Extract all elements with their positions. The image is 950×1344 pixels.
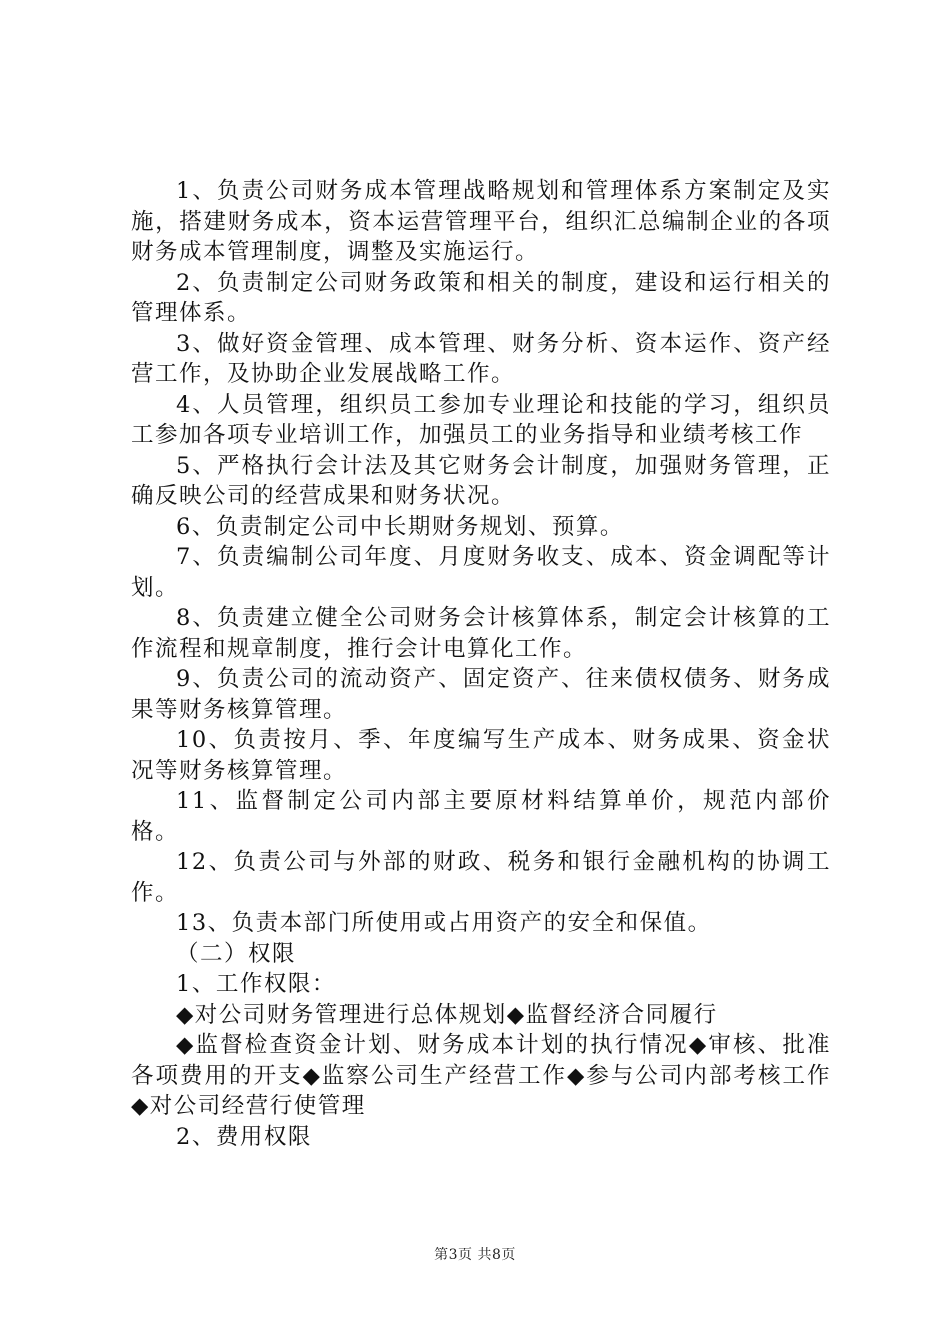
paragraph-duty-12: 12、负责公司与外部的财政、税务和银行金融机构的协调工作。 <box>131 849 831 906</box>
paragraph-duty-9: 9、负责公司的流动资产、固定资产、往来债权债务、财务成果等财务核算管理。 <box>131 666 831 723</box>
document-body <box>131 176 831 1152</box>
paragraph-duty-13: 13、负责本部门所使用或占用资产的安全和保值。 <box>176 910 712 936</box>
section-heading-authority: （二）权限 <box>176 940 297 967</box>
subheading-expense-authority: 2、费用权限 <box>176 1123 312 1150</box>
paragraph-duty-8: 8、负责建立健全公司财务会计核算体系，制定会计核算的工作流程和规章制度，推行会计电算化工作。 <box>131 605 831 662</box>
paragraph-authority-items-2: ◆监督检查资金计划、财务成本计划的执行情况◆审核、批准各项费用的开支◆监察公司生产经营工作◆参与公司内部考核工作◆对公司经营行使管理 <box>131 1032 831 1119</box>
subheading-work-authority: 1、工作权限： <box>176 971 336 997</box>
paragraph-duty-5: 5、严格执行会计法及其它财务会计制度，加强财务管理，正确反映公司的经营成果和财务状况。 <box>131 452 831 509</box>
paragraph-duty-10: 10、负责按月、季、年度编写生产成本、财务成果、资金状况等财务核算管理。 <box>131 727 831 784</box>
paragraph-duty-11: 11、监督制定公司内部主要原材料结算单价，规范内部价格。 <box>131 788 831 845</box>
paragraph-authority-items-1: ◆对公司财务管理进行总体规划◆监督经济合同履行 <box>176 1001 718 1028</box>
paragraph-duty-3: 3、做好资金管理、成本管理、财务分析、资本运作、资产经营工作，及协助企业发展战略工作。 <box>131 330 831 387</box>
paragraph-duty-4: 4、人员管理，组织员工参加专业理论和技能的学习，组织员工参加各项专业培训工作，加强员工的业务指导和业绩考核工作 <box>131 391 831 448</box>
paragraph-duty-2: 2、负责制定公司财务政策和相关的制度，建设和运行相关的管理体系。 <box>131 269 831 326</box>
paragraph-duty-7: 7、负责编制公司年度、月度财务收支、成本、资金调配等计划。 <box>131 544 831 601</box>
page-number-footer: 第3页 共8页 <box>434 1247 516 1263</box>
paragraph-duty-1: 1、负责公司财务成本管理战略规划和管理体系方案制定及实施，搭建财务成本，资本运营管理平台，组织汇总编制企业的各项财务成本管理制度，调整及实施运行。 <box>131 178 831 265</box>
paragraph-duty-6: 6、负责制定公司中长期财务规划、预算。 <box>176 513 624 540</box>
